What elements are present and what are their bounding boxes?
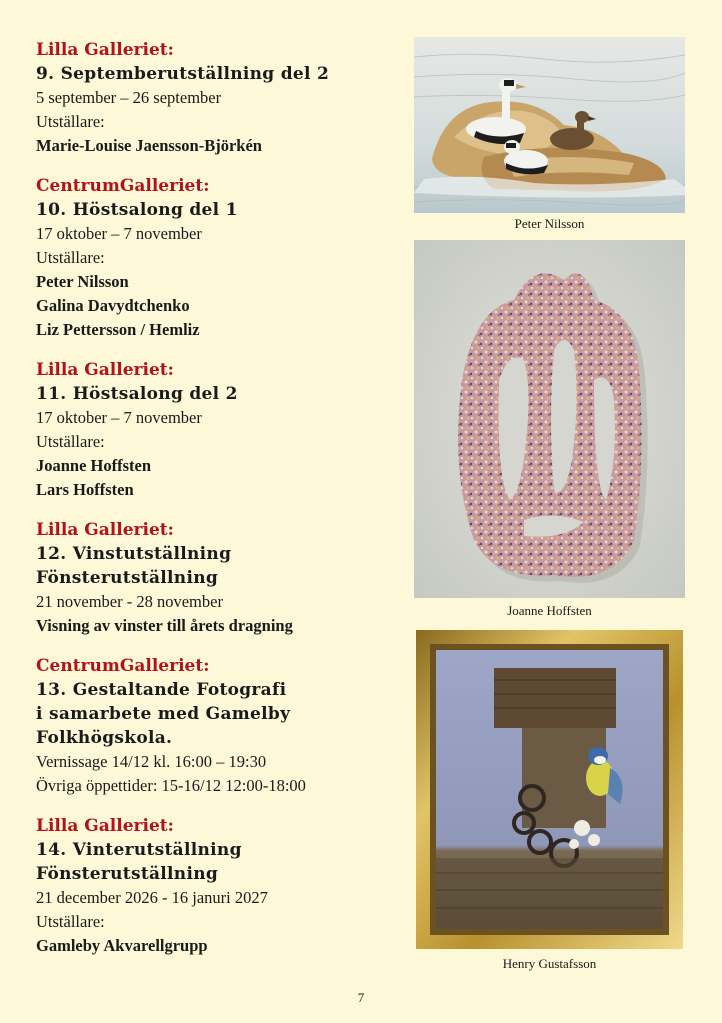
exhibitor-name: Joanne Hoffsten xyxy=(36,456,152,475)
venue-label: CentrumGalleriet: xyxy=(36,176,210,196)
date-range: 21 november - 28 november xyxy=(36,592,223,611)
exhibition-title: 12. Vinstutställning xyxy=(36,544,232,564)
photo-sculpture xyxy=(414,240,685,598)
exhibitor-name: Liz Pettersson / Hemliz xyxy=(36,320,200,339)
exhibition-entry xyxy=(36,814,396,958)
exhibitor-name: Gamleby Akvarellgrupp xyxy=(36,936,208,955)
exhibition-entry xyxy=(36,518,396,638)
exhibition-entry xyxy=(36,654,396,798)
exhibitors-label: Utställare: xyxy=(36,432,105,451)
venue-label: Lilla Galleriet: xyxy=(36,520,174,540)
page-number: 7 xyxy=(357,990,365,1005)
exhibition-title: Fönsterutställning xyxy=(36,568,219,588)
program-column xyxy=(36,38,396,974)
exhibitor-name: Lars Hoffsten xyxy=(36,480,134,499)
exhibitors-label: Utställare: xyxy=(36,112,105,131)
exhibitors-label: Utställare: xyxy=(36,912,105,931)
photo-framed-collage xyxy=(414,628,685,951)
photo-caption: Henry Gustafsson xyxy=(502,956,597,971)
photo-eider-ducks xyxy=(414,37,685,213)
date-range: 17 oktober – 7 november xyxy=(36,408,202,427)
exhibition-title: Fönsterutställning xyxy=(36,864,219,884)
exhibition-title: Folkhögskola. xyxy=(36,728,173,748)
date-range: 5 september – 26 september xyxy=(36,88,222,107)
exhibitor-name: Galina Davydtchenko xyxy=(36,296,190,315)
exhibition-title: i samarbete med Gamelby xyxy=(36,704,291,724)
exhibition-title: 10. Höstsalong del 1 xyxy=(36,200,238,220)
venue-label: Lilla Galleriet: xyxy=(36,40,174,60)
exhibition-entry xyxy=(36,174,396,342)
exhibition-title: 11. Höstsalong del 2 xyxy=(36,384,238,404)
date-range: 21 december 2026 - 16 januri 2027 xyxy=(36,888,268,907)
exhibitors-label: Utställare: xyxy=(36,248,105,267)
photo-caption: Joanne Hoffsten xyxy=(507,603,592,618)
exhibition-entry xyxy=(36,38,396,158)
venue-label: Lilla Galleriet: xyxy=(36,360,174,380)
venue-label: Lilla Galleriet: xyxy=(36,816,174,836)
photo-caption: Peter Nilsson xyxy=(514,216,585,231)
exhibition-note: Visning av vinster till årets dragning xyxy=(36,616,293,635)
opening-time: Vernissage 14/12 kl. 16:00 – 19:30 xyxy=(36,752,267,771)
exhibition-title: 9. Septemberutställning del 2 xyxy=(36,64,330,84)
exhibitor-name: Peter Nilsson xyxy=(36,272,129,291)
exhibition-title: 14. Vinterutställning xyxy=(36,840,242,860)
exhibition-entry xyxy=(36,358,396,502)
date-range: 17 oktober – 7 november xyxy=(36,224,202,243)
opening-hours: Övriga öppettider: 15-16/12 12:00-18:00 xyxy=(36,776,306,795)
venue-label: CentrumGalleriet: xyxy=(36,656,210,676)
exhibition-title: 13. Gestaltande Fotografi xyxy=(36,680,287,700)
exhibitor-name: Marie-Louise Jaensson-Björkén xyxy=(36,136,262,155)
